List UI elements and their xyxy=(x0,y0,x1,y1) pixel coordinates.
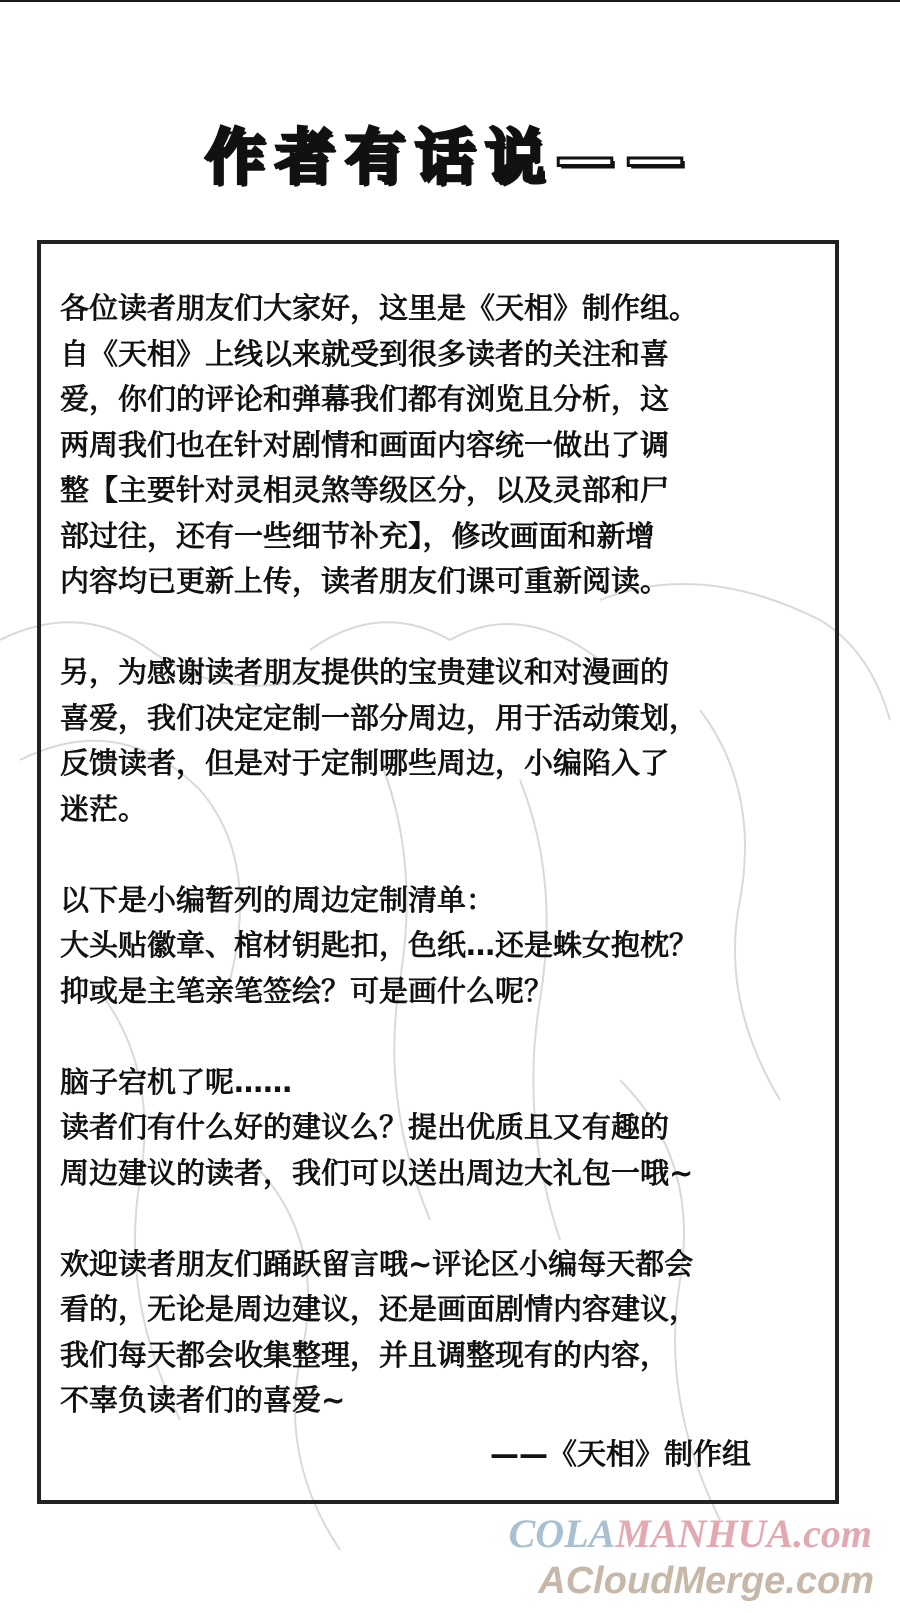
watermark-part2: MANHUA.com xyxy=(615,1511,872,1556)
paragraph xyxy=(60,286,840,605)
text-line: 抑或是主笔亲笔签绘？可是画什么呢？ xyxy=(60,973,554,1008)
text-line: 自《天相》上线以来就受到很多读者的关注和喜 xyxy=(60,336,670,371)
watermark-acloudmerge: ACloudMerge.com xyxy=(538,1560,874,1602)
text-line: 各位读者朋友们大家好，这里是《天相》制作组。 xyxy=(60,291,699,325)
text-line: 反馈读者，但是对于定制哪些周边，小编陷入了 xyxy=(60,746,670,780)
top-border-line xyxy=(0,0,900,2)
text-line: 看的，无论是周边建议，还是画面剧情内容建议， xyxy=(60,1292,699,1326)
text-line: 读者们有什么好的建议么？提出优质且又有趣的 xyxy=(60,1110,670,1144)
text-line: 迷茫。 xyxy=(60,791,148,826)
text-line: 不辜负读者们的喜爱~ xyxy=(60,1383,346,1417)
text-line: 脑子宕机了呢…… xyxy=(60,1064,293,1099)
text-line: 整【主要针对灵相灵煞等级区分，以及灵部和尸 xyxy=(60,473,670,507)
text-line: 以下是小编暂列的周边定制清单： xyxy=(60,882,496,917)
page-title: 作者有话说—— xyxy=(205,123,695,193)
text-line: 喜爱，我们决定定制一部分周边，用于活动策划， xyxy=(60,700,699,735)
paragraph xyxy=(60,650,840,832)
text-line: 大头贴徽章、棺材钥匙扣，色纸…还是蛛女抱枕？ xyxy=(60,928,699,962)
watermark-part1: COLA xyxy=(508,1511,616,1556)
paragraph xyxy=(60,878,840,1015)
text-line: 另，为感谢读者朋友提供的宝贵建议和对漫画的 xyxy=(60,655,670,689)
watermark-colamanhua xyxy=(509,1510,872,1557)
text-line: 两周我们也在针对剧情和画面内容统一做出了调 xyxy=(60,427,670,462)
text-line: 周边建议的读者，我们可以送出周边大礼包一哦~ xyxy=(60,1155,694,1190)
text-line: 欢迎读者朋友们踊跃留言哦~评论区小编每天都会 xyxy=(60,1246,694,1281)
text-line: 爱，你们的评论和弹幕我们都有浏览且分析，这 xyxy=(60,382,670,416)
signature: ——《天相》制作组 xyxy=(490,1437,752,1471)
notice-body xyxy=(60,286,840,1469)
text-line: 我们每天都会收集整理，并且调整现有的内容， xyxy=(60,1337,670,1372)
paragraph xyxy=(60,1060,840,1197)
text-line: 内容均已更新上传，读者朋友们课可重新阅读。 xyxy=(60,564,670,598)
text-line: 部过往，还有一些细节补充】，修改画面和新增 xyxy=(60,518,655,553)
paragraph xyxy=(60,1242,840,1424)
